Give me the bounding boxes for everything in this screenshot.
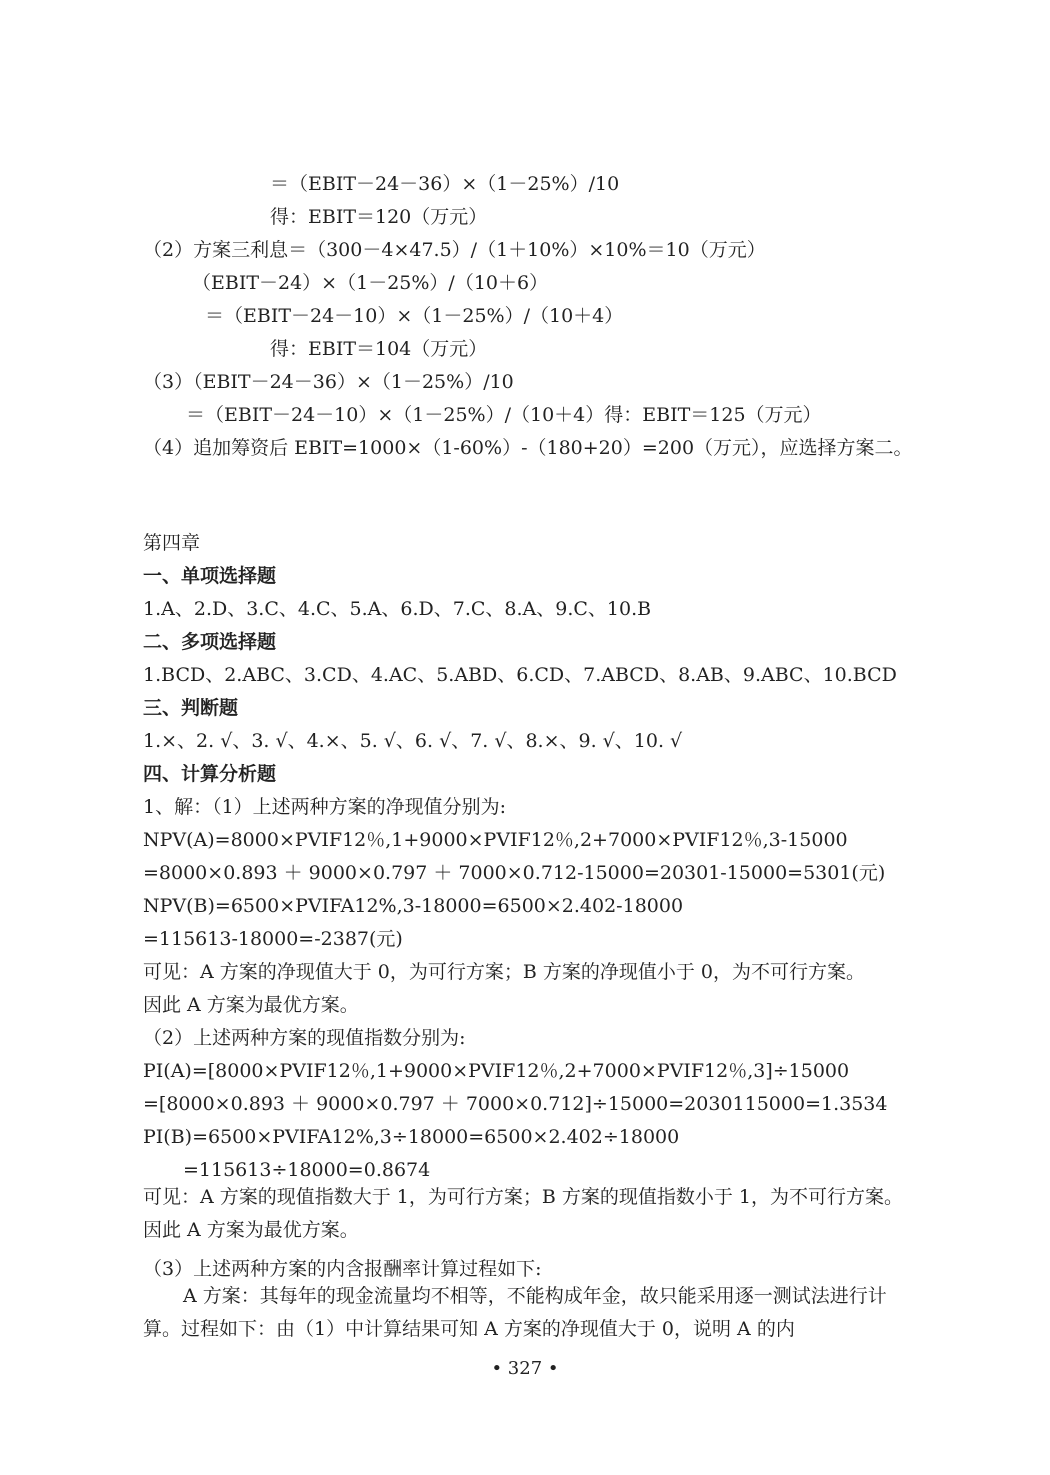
equation-line: =[8000×0.893 ＋ 9000×0.797 ＋ 7000×0.712]÷15000=2030115000=1.3534	[143, 1093, 888, 1115]
paragraph: A 方案：其每年的现金流量均不相等，不能构成年金，故只能采用逐一测试法进行计算。过程如下：由（1）中计算结果可知 A 方案的净现值大于 0，说明 A 的内	[143, 1285, 887, 1340]
section-heading: 三、判断题	[143, 697, 239, 719]
page-number: • 327 •	[491, 1358, 559, 1379]
text-line: （2）上述两种方案的现值指数分别为:	[143, 1027, 466, 1049]
section-heading: 二、多项选择题	[143, 631, 277, 653]
section-heading: 四、计算分析题	[143, 763, 277, 785]
answer-line: 1.A、2.D、3.C、4.C、5.A、6.D、7.C、8.A、9.C、10.B	[143, 598, 652, 620]
paragraph: 可见：A 方案的现值指数大于 1，为可行方案；B 方案的现值指数小于 1，为不可行方案。因此 A 方案为最优方案。	[143, 1186, 904, 1241]
result-line: 得：EBIT＝120（万元）	[270, 206, 488, 228]
answer-line: 1.×、2. √、3. √、4.×、5. √、6. √、7. √、8.×、9. √、10. √	[143, 730, 683, 752]
equation-line: ＝（EBIT－24－10）×（1－25%）/（10＋4）得：EBIT＝125（万元）	[186, 404, 822, 426]
text-line: （3）（EBIT－24－36）×（1－25%）/10	[143, 371, 514, 393]
equation-line: =115613-18000=-2387(元)	[143, 928, 403, 950]
text-line: 可见：A 方案的净现值大于 0，为可行方案；B 方案的净现值小于 0，为不可行方案。	[143, 961, 866, 983]
equation-line: ＝（EBIT－24－10）×（1－25%）/（10＋4）	[205, 305, 624, 327]
paragraph: （4）追加筹资后 EBIT=1000×（1-60%）-（180+20）=200（万元），应选择方案二。	[143, 437, 913, 459]
equation-line: NPV(A)=8000×PVIF12％,1+9000×PVIF12％,2+7000×PVIF12％,3-15000	[143, 829, 848, 851]
equation-line: PI(A)=[8000×PVIF12％,1+9000×PVIF12％,2+7000×PVIF12％,3]÷15000	[143, 1060, 850, 1082]
text-line: 1、解：（1）上述两种方案的净现值分别为:	[143, 796, 507, 818]
equation-line: NPV(B)=6500×PVIFA12%,3-18000=6500×2.402-18000	[143, 895, 684, 917]
equation-line: ＝（EBIT－24－36）×（1－25%）/10	[270, 173, 620, 195]
result-line: 得：EBIT＝104（万元）	[270, 338, 488, 360]
text-line: （2）方案三利息＝（300－4×47.5）/（1＋10%）×10%＝10（万元）	[143, 239, 766, 261]
answer-line: 1.BCD、2.ABC、3.CD、4.AC、5.ABD、6.CD、7.ABCD、8.AB、9.ABC、10.BCD	[143, 664, 897, 686]
equation-line: =115613÷18000=0.8674	[183, 1159, 431, 1181]
equation-line: =8000×0.893 ＋ 9000×0.797 ＋ 7000×0.712-15000=20301-15000=5301(元)	[143, 862, 886, 884]
chapter-title: 第四章	[143, 532, 201, 554]
section-heading: 一、单项选择题	[143, 565, 277, 587]
equation-line: PI(B)=6500×PVIFA12%,3÷18000=6500×2.402÷18000	[143, 1126, 680, 1148]
text-line: （3）上述两种方案的内含报酬率计算过程如下:	[143, 1258, 542, 1280]
equation-line: （EBIT－24）×（1－25%）/（10＋6）	[192, 272, 549, 294]
text-line: 因此 A 方案为最优方案。	[143, 994, 359, 1016]
